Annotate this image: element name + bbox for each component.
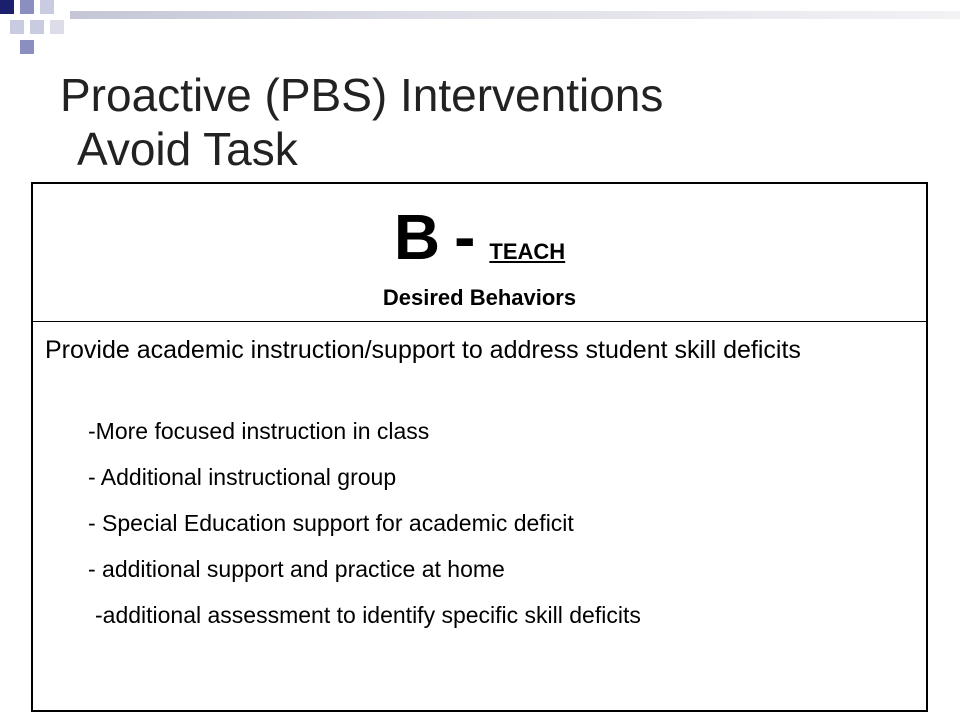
decorative-squares [0,0,960,60]
list-item: - Additional instructional group [88,464,397,490]
list-item: -More focused instruction in class [88,418,430,444]
box-body [33,322,926,629]
deco-square-light [50,20,64,34]
box-header [33,184,926,322]
deco-square-mid [20,0,34,14]
deco-square-light [30,20,44,34]
heading-letter: B [393,201,441,273]
title-line-1: Proactive (PBS) Interventions [60,69,664,121]
heading-teach: TEACH [489,239,566,264]
desired-behaviors-label: Desired Behaviors [382,285,577,310]
bullet-list [45,418,914,629]
deco-square-light [10,20,24,34]
decorative-bar [70,11,960,19]
deco-square-light [40,0,54,14]
list-item: - Special Education support for academic deficit [88,510,574,536]
deco-square-mid [20,40,34,54]
deco-square-dark [0,0,14,14]
heading-dash: - [454,201,476,273]
title-line-2: Avoid Task [77,123,298,175]
content-box [31,182,928,712]
heading [33,202,926,290]
intro-text: Provide academic instruction/support to address student skill deficits [45,336,801,364]
list-item: - additional support and practice at home [88,556,505,582]
list-item: -additional assessment to identify specific skill deficits [95,602,641,628]
slide-title [60,68,940,176]
